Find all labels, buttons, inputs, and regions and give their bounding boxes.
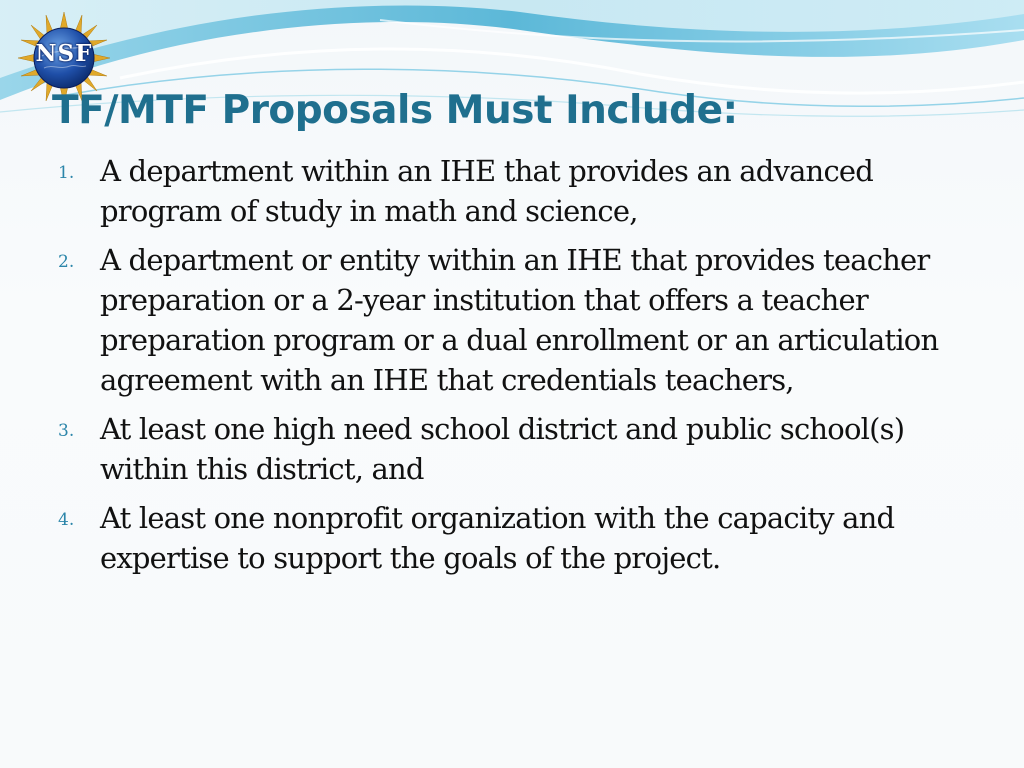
list-item-text: At least one high need school district and public school(s) within this district, and	[100, 412, 905, 486]
logo-text: NSF	[35, 40, 93, 67]
list-number: 1.	[58, 163, 75, 183]
list-number: 2.	[58, 252, 75, 272]
list-item-text: At least one nonprofit organization with the capacity and expertise to support the goals of the project.	[100, 501, 895, 575]
list-item	[58, 151, 988, 231]
list-number: 3.	[58, 421, 75, 441]
list-item	[58, 409, 988, 489]
list-number: 4.	[58, 510, 75, 530]
list-item-text: A department within an IHE that provides an advanced program of study in math and science,	[100, 154, 874, 228]
list-item-text: A department or entity within an IHE that provides teacher preparation or a 2-year institution that offers a teacher preparation program or a dual enrollment or an articulation agreement with an IHE that credentials teachers,	[100, 243, 939, 397]
list-item	[58, 240, 988, 400]
numbered-list	[58, 151, 988, 587]
slide-title: TF/MTF Proposals Must Include:	[52, 88, 738, 133]
list-item	[58, 498, 988, 578]
